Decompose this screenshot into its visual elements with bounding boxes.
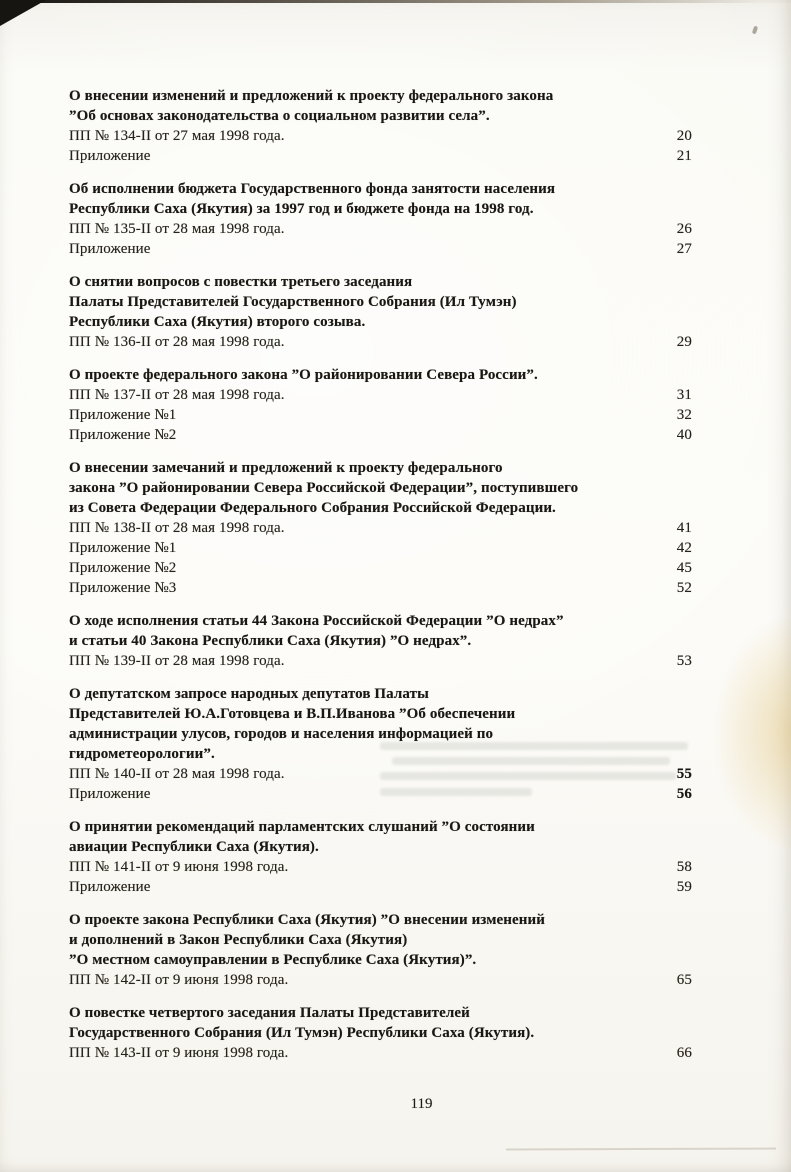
entry-items: [69, 126, 692, 166]
scan-corner-artifact: [0, 0, 46, 26]
toc-item-label: Приложение: [69, 786, 151, 802]
toc-item-page-number: 31: [676, 387, 692, 403]
toc-item-page-number: 58: [676, 859, 692, 875]
toc-entry: [69, 1003, 692, 1063]
toc-item-page-number: 56: [676, 786, 692, 802]
entry-items: [69, 332, 692, 352]
entry-title: [69, 272, 692, 332]
entry-title: [69, 365, 692, 385]
toc-item-row: [69, 518, 692, 538]
toc-item-label: ПП № 135-II от 28 мая 1998 года.: [69, 221, 285, 237]
toc-entry: [69, 458, 692, 598]
toc-item-row: [69, 1043, 692, 1063]
toc-entry: [69, 86, 692, 166]
entry-title: [69, 611, 692, 651]
entry-title-line: О внесении замечаний и предложений к проекту федерального: [69, 460, 503, 476]
toc-item-row: [69, 970, 692, 990]
entry-title-line: О снятии вопросов с повестки третьего заседания: [69, 274, 413, 290]
toc-item-page-number: 29: [676, 334, 692, 350]
toc-entry: [69, 817, 692, 897]
toc-item-row: [69, 425, 692, 445]
entry-title-line: Государственного Собрания (Ил Тумэн) Республики Саха (Якутия).: [69, 1025, 535, 1041]
toc-item-row: [69, 651, 692, 671]
toc-item-row: [69, 219, 692, 239]
entry-items: [69, 651, 692, 671]
toc-item-label: ПП № 137-II от 28 мая 1998 года.: [69, 387, 285, 403]
entry-title-line: О внесении изменений и предложений к проекту федерального закона: [69, 88, 554, 104]
table-of-contents: [69, 86, 692, 1076]
toc-entry: [69, 684, 692, 804]
toc-item-label: Приложение №2: [69, 560, 177, 576]
toc-item-label: ПП № 142-II от 9 июня 1998 года.: [69, 972, 289, 988]
scan-stain-artifact: [709, 608, 791, 858]
entry-title-line: О проекте закона Республики Саха (Якутия) ”О внесении изменений: [69, 912, 546, 928]
scan-top-edge-artifact: [0, 0, 791, 3]
entry-items: [69, 219, 692, 259]
entry-title-line: Палаты Представителей Государственного Собрания (Ил Тумэн): [69, 294, 517, 310]
entry-title: [69, 458, 692, 518]
entry-title-line: О проекте федерального закона ”О районировании Севера России”.: [69, 367, 538, 383]
toc-item-label: Приложение №2: [69, 427, 177, 443]
entry-title: [69, 179, 692, 219]
toc-entry: [69, 365, 692, 445]
toc-item-page-number: 59: [676, 879, 692, 895]
entry-title-line: Представителей Ю.А.Готовцева и В.П.Иванова ”Об обеспечении: [69, 706, 516, 722]
entry-title-line: Республики Саха (Якутия) за 1997 год и бюджете фонда на 1998 год.: [69, 201, 534, 217]
entry-items: [69, 970, 692, 990]
toc-item-row: [69, 764, 692, 784]
page-number: 119: [410, 1096, 433, 1112]
toc-item-row: [69, 385, 692, 405]
toc-entry: [69, 611, 692, 671]
entry-title-line: Об исполнении бюджета Государственного фонда занятости населения: [69, 181, 556, 197]
toc-item-row: [69, 126, 692, 146]
entry-title-line: администрации улусов, городов и населения информацией по: [69, 726, 494, 742]
entry-title-line: О повестке четвертого заседания Палаты Представителей: [69, 1005, 470, 1021]
toc-item-label: Приложение: [69, 879, 151, 895]
toc-item-row: [69, 332, 692, 352]
entry-title-line: Республики Саха (Якутия) второго созыва.: [69, 314, 366, 330]
toc-item-page-number: 53: [676, 653, 692, 669]
toc-item-label: Приложение №1: [69, 407, 177, 423]
toc-item-label: Приложение №1: [69, 540, 177, 556]
toc-item-page-number: 45: [676, 560, 692, 576]
toc-item-label: Приложение: [69, 241, 151, 257]
toc-item-page-number: 55: [676, 766, 692, 782]
toc-item-row: [69, 877, 692, 897]
toc-item-page-number: 41: [676, 520, 692, 536]
toc-item-row: [69, 538, 692, 558]
toc-entry: [69, 910, 692, 990]
toc-item-page-number: 40: [676, 427, 692, 443]
toc-item-row: [69, 857, 692, 877]
scan-speck-artifact: [752, 26, 758, 35]
toc-item-label: ПП № 140-II от 28 мая 1998 года.: [69, 766, 285, 782]
entry-title: [69, 86, 692, 126]
entry-title: [69, 817, 692, 857]
toc-item-label: Приложение №3: [69, 580, 177, 596]
toc-entry: [69, 272, 692, 352]
entry-title-line: из Совета Федерации Федерального Собрания Российской Федерации.: [69, 500, 556, 516]
entry-title-line: ”О местном самоуправлении в Республике Саха (Якутия)”.: [69, 952, 477, 968]
toc-item-row: [69, 239, 692, 259]
entry-title: [69, 1003, 692, 1043]
toc-item-page-number: 21: [676, 148, 692, 164]
toc-item-page-number: 32: [676, 407, 692, 423]
entry-title: [69, 684, 692, 764]
entry-title-line: и дополнений в Закон Республики Саха (Якутия): [69, 932, 408, 948]
toc-item-label: Приложение: [69, 148, 151, 164]
toc-item-label: ПП № 143-II от 9 июня 1998 года.: [69, 1045, 289, 1061]
toc-item-label: ПП № 139-II от 28 мая 1998 года.: [69, 653, 285, 669]
toc-entry: [69, 179, 692, 259]
toc-item-page-number: 26: [676, 221, 692, 237]
toc-item-page-number: 65: [676, 972, 692, 988]
entry-title-line: О депутатском запросе народных депутатов Палаты: [69, 686, 429, 702]
entry-items: [69, 518, 692, 598]
entry-title-line: гидрометеорологии”.: [69, 746, 215, 762]
entry-items: [69, 385, 692, 445]
toc-item-label: ПП № 141-II от 9 июня 1998 года.: [69, 859, 289, 875]
toc-item-page-number: 66: [676, 1045, 692, 1061]
toc-item-page-number: 52: [676, 580, 692, 596]
toc-item-page-number: 42: [676, 540, 692, 556]
toc-item-row: [69, 405, 692, 425]
toc-item-page-number: 27: [676, 241, 692, 257]
entry-title-line: ”Об основах законодательства о социальном развитии села”.: [69, 108, 490, 124]
toc-item-row: [69, 578, 692, 598]
entry-title-line: О ходе исполнения статьи 44 Закона Российской Федерации ”О недрах”: [69, 613, 564, 629]
entry-title-line: авиации Республики Саха (Якутия).: [69, 839, 319, 855]
entry-items: [69, 764, 692, 804]
toc-item-row: [69, 784, 692, 804]
entry-title: [69, 910, 692, 970]
entry-title-line: и статьи 40 Закона Республики Саха (Якутия) ”О недрах”.: [69, 633, 472, 649]
toc-item-row: [69, 146, 692, 166]
toc-item-page-number: 20: [676, 128, 692, 144]
entry-items: [69, 1043, 692, 1063]
toc-item-label: ПП № 134-II от 27 мая 1998 года.: [69, 128, 285, 144]
toc-item-row: [69, 558, 692, 578]
scan-bottom-line-artifact: [506, 1148, 776, 1151]
toc-item-label: ПП № 136-II от 28 мая 1998 года.: [69, 334, 285, 350]
entry-items: [69, 857, 692, 897]
toc-item-label: ПП № 138-II от 28 мая 1998 года.: [69, 520, 285, 536]
entry-title-line: О принятии рекомендаций парламентских слушаний ”О состоянии: [69, 819, 535, 835]
entry-title-line: закона ”О районировании Севера Российской Федерации”, поступившего: [69, 480, 579, 496]
